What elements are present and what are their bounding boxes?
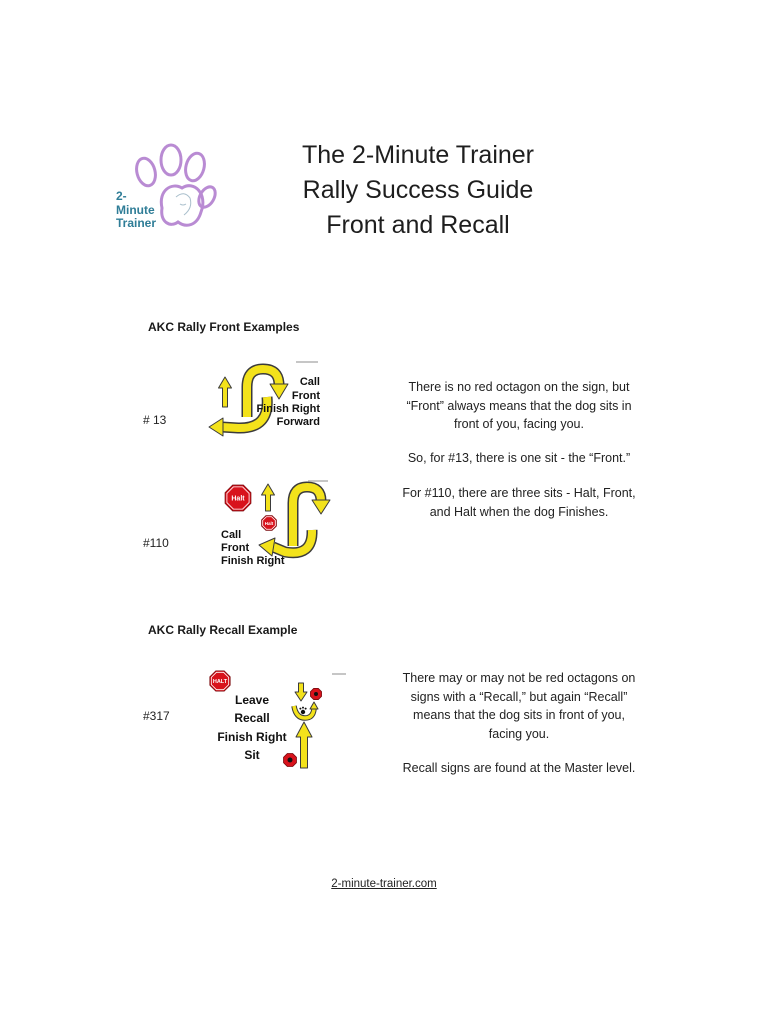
recall-explanation	[383, 669, 655, 743]
paw-pad	[161, 186, 203, 225]
front-explanation-13	[383, 449, 655, 468]
sign-label: Finish Right	[256, 403, 320, 415]
sign-label: Leave	[234, 693, 270, 707]
small-curved-arrow-icon	[294, 702, 318, 718]
rally-sign-317	[205, 665, 350, 775]
text-line: For #110, there are three sits - Halt, Front,	[402, 486, 636, 500]
sign-code-mark	[308, 480, 328, 482]
page-title	[258, 138, 578, 243]
website-link[interactable]: 2-minute-trainer.com	[331, 878, 437, 890]
sign-label: Front	[221, 542, 250, 554]
title-line: Rally Success Guide	[302, 176, 534, 204]
footer	[284, 876, 484, 892]
recall-section-heading: AKC Rally Recall Example	[148, 623, 298, 637]
paw-toe	[195, 184, 218, 210]
text-line: means that the dog sits in front of you,	[413, 708, 625, 722]
rally-sign-110	[215, 476, 335, 572]
sign-label: Finish Right	[217, 730, 287, 744]
example-number: #110	[143, 536, 169, 550]
sign-label: Forward	[276, 416, 320, 428]
sign-label: Call	[221, 529, 242, 541]
title-line: Front and Recall	[326, 211, 510, 239]
halt-label: HALT	[212, 679, 228, 685]
paw-toe	[161, 145, 181, 175]
front-explanation	[383, 378, 655, 434]
sign-label: Call	[299, 376, 320, 388]
paw-toe	[183, 151, 208, 183]
sign-code-mark	[332, 673, 346, 675]
logo-text-line: 2-	[116, 189, 127, 203]
halt-octagon-icon	[210, 671, 230, 691]
rally-sign-13	[200, 355, 330, 445]
down-arrow-icon	[295, 683, 307, 701]
halt-octagon-icon	[225, 485, 251, 511]
halt-octagon-small-icon	[262, 516, 277, 531]
curved-left-arrow-icon	[259, 530, 312, 556]
text-line: signs with a “Recall,” but again “Recall”	[410, 689, 628, 704]
sign-label: Front	[291, 390, 320, 402]
dog-face-sketch	[176, 194, 191, 215]
straight-up-arrow-icon	[296, 722, 312, 768]
sign-label: Recall	[234, 711, 270, 725]
paw-toe	[134, 156, 159, 188]
sign-code-mark	[296, 361, 318, 363]
dog-paw-icon	[299, 707, 306, 715]
sign-label: Finish Right	[221, 555, 285, 567]
example-number: # 13	[143, 413, 167, 427]
halt-label: Halt	[231, 495, 245, 503]
front-explanation-110	[383, 484, 655, 521]
text-line: and Halt when the dog Finishes.	[429, 504, 609, 519]
straight-up-arrow-icon	[262, 484, 275, 511]
text-line: Recall signs are found at the Master level.	[402, 761, 636, 775]
text-line: “Front” always means that the dog sits in	[406, 398, 632, 413]
straight-up-arrow-icon	[219, 377, 232, 407]
text-line: facing you.	[488, 726, 550, 741]
halt-label: Halt	[264, 520, 274, 526]
front-section-heading: AKC Rally Front Examples	[148, 320, 300, 334]
text-line: So, for #13, there is one sit - the “Front.”	[407, 451, 631, 465]
octagon-small-icon	[284, 754, 297, 767]
text-line: There is no red octagon on the sign, but	[408, 380, 630, 394]
text-line: front of you, facing you.	[454, 417, 584, 431]
recall-level-note	[383, 759, 655, 778]
logo-text	[116, 190, 156, 231]
title-line: The 2-Minute Trainer	[301, 141, 535, 169]
logo-text-line: Trainer	[116, 216, 157, 230]
example-number: #317	[143, 709, 170, 723]
sign-label: Sit	[244, 748, 260, 762]
logo-text-line: Minute	[116, 202, 155, 217]
text-line: There may or may not be red octagons on	[402, 671, 636, 685]
octagon-small-icon	[310, 688, 321, 699]
